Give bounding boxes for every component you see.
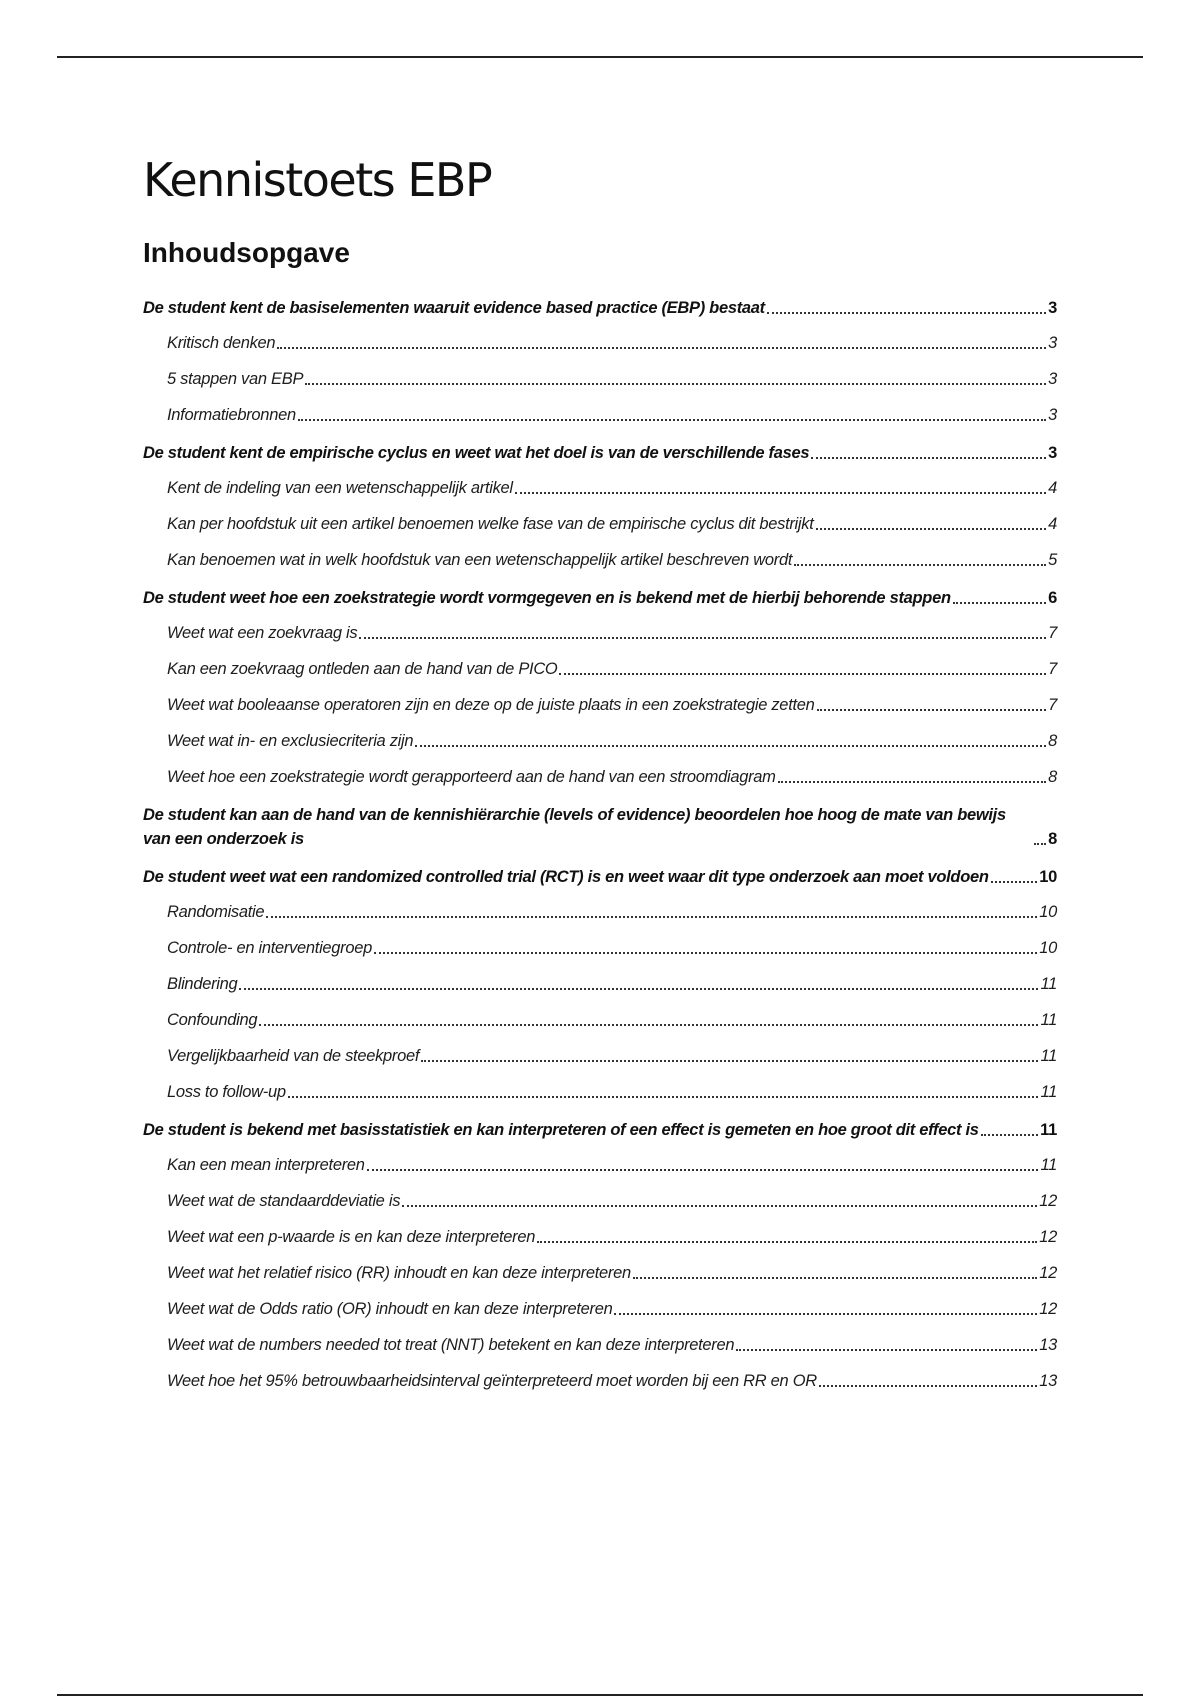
dot-leader — [736, 1349, 1037, 1351]
toc-entry-subsection[interactable] — [143, 1297, 1057, 1321]
dot-leader — [421, 1060, 1038, 1062]
toc-entry-subsection[interactable] — [143, 1008, 1057, 1032]
dot-leader — [1034, 843, 1046, 845]
toc-entry-title: Controle- en interventiegroep — [167, 939, 373, 957]
toc-entry-title: De student kent de basiselementen waaruit evidence based practice (EBP) bestaat — [143, 299, 765, 317]
toc-page-number: 4 — [1048, 515, 1057, 533]
dot-leader — [374, 952, 1037, 954]
toc-entry-subsection[interactable] — [143, 936, 1057, 960]
toc-page-number: 8 — [1048, 768, 1057, 786]
toc-entry-title: De student weet hoe een zoekstrategie wordt vormgegeven en is bekend met de hierbij behorende stappen — [143, 589, 951, 607]
toc-entry-title: Kan een mean interpreteren — [167, 1156, 365, 1174]
toc-entry-section[interactable] — [143, 1118, 1057, 1142]
toc-entry-title: 5 stappen van EBP — [167, 370, 304, 388]
dot-leader — [305, 383, 1046, 385]
toc-entry-subsection[interactable] — [143, 1261, 1057, 1285]
dot-leader — [288, 1096, 1039, 1098]
toc-entry-title: Kan een zoekvraag ontleden aan de hand van de PICO — [167, 660, 558, 678]
toc-entry-subsection[interactable] — [143, 1333, 1057, 1357]
dot-leader — [953, 602, 1046, 604]
toc-page-number: 10 — [1039, 903, 1057, 921]
toc-page-number: 8 — [1048, 732, 1057, 750]
toc-entry-title: De student kent de empirische cyclus en weet wat het doel is van de verschillende fases — [143, 444, 810, 462]
toc-entry-subsection[interactable] — [143, 765, 1057, 789]
top-divider — [57, 56, 1143, 58]
toc-entry-subsection[interactable] — [143, 729, 1057, 753]
toc-entry-subsection[interactable] — [143, 1044, 1057, 1068]
dot-leader — [778, 781, 1047, 783]
dot-leader — [277, 347, 1046, 349]
toc-entry-subsection[interactable] — [143, 1080, 1057, 1104]
toc-entry-title: Weet wat de Odds ratio (OR) inhoudt en kan deze interpreteren — [167, 1300, 613, 1318]
toc-page-number: 6 — [1048, 589, 1057, 607]
dot-leader — [559, 673, 1046, 675]
toc-entry-title: De student weet wat een randomized controlled trial (RCT) is en weet waar dit type onderzoek aan moet voldoen — [143, 868, 989, 886]
toc-page-number: 11 — [1040, 1011, 1057, 1029]
page-content — [143, 150, 1057, 1407]
toc-page-number: 3 — [1048, 444, 1057, 462]
toc-page-number: 11 — [1040, 975, 1057, 993]
toc-entry-subsection[interactable] — [143, 693, 1057, 717]
toc-entry-subsection[interactable] — [143, 548, 1057, 572]
dot-leader — [515, 492, 1046, 494]
toc-entry-title: Weet wat de numbers needed tot treat (NNT) betekent en kan deze interpreteren — [167, 1336, 735, 1354]
toc-entry-title: Blindering — [167, 975, 238, 993]
toc-page-number: 13 — [1039, 1372, 1057, 1390]
document-title: Kennistoets EBP — [143, 153, 492, 207]
toc-page-number: 5 — [1048, 551, 1057, 569]
toc-entry-title: Weet hoe het 95% betrouwbaarheidsinterval geïnterpreteerd moet worden bij een RR en OR — [167, 1372, 817, 1390]
dot-leader — [991, 881, 1038, 883]
toc-entry-title: Loss to follow-up — [167, 1083, 286, 1101]
dot-leader — [816, 528, 1047, 530]
toc-page-number: 11 — [1040, 1083, 1057, 1101]
toc-entry-section[interactable] — [143, 865, 1057, 889]
toc-page-number: 12 — [1039, 1192, 1057, 1210]
toc-entry-title: Kan benoemen wat in welk hoofdstuk van een wetenschappelijk artikel beschreven wordt — [167, 551, 793, 569]
toc-page-number: 8 — [1048, 830, 1057, 848]
dot-leader — [819, 1385, 1037, 1387]
dot-leader — [402, 1205, 1037, 1207]
toc-page-number: 3 — [1048, 406, 1057, 424]
toc-entry-title: Weet wat in- en exclusiecriteria zijn — [167, 732, 414, 750]
toc-entry-title: Weet wat de standaarddeviatie is — [167, 1192, 401, 1210]
toc-entry-title: Randomisatie — [167, 903, 265, 921]
toc-section — [143, 296, 1057, 427]
toc-entry-title: Kent de indeling van een wetenschappelijk artikel — [167, 479, 513, 497]
dot-leader — [415, 745, 1046, 747]
toc-page-number: 7 — [1048, 624, 1057, 642]
toc-heading: Inhoudsopgave — [143, 237, 350, 268]
toc-page-number: 12 — [1039, 1300, 1057, 1318]
dot-leader — [367, 1169, 1039, 1171]
toc-entry-title: De student is bekend met basisstatistiek en kan interpreteren of een effect is gemeten en hoe groot dit effect is — [143, 1121, 979, 1139]
toc-entry-subsection[interactable] — [143, 331, 1057, 355]
toc-page-number: 3 — [1048, 334, 1057, 352]
toc-page-number: 12 — [1039, 1228, 1057, 1246]
toc-entry-subsection[interactable] — [143, 1153, 1057, 1177]
toc-entry-subsection[interactable] — [143, 367, 1057, 391]
toc-entry-title: Weet wat booleaanse operatoren zijn en deze op de juiste plaats in een zoekstrategie zetten — [167, 696, 815, 714]
toc-entry-title: Weet wat een p-waarde is en kan deze interpreteren — [167, 1228, 536, 1246]
dot-leader — [981, 1134, 1039, 1136]
toc-entry-title: Weet wat het relatief risico (RR) inhoudt en kan deze interpreteren — [167, 1264, 631, 1282]
toc-section — [143, 865, 1057, 1104]
dot-leader — [633, 1277, 1037, 1279]
toc-page-number: 11 — [1040, 1047, 1057, 1065]
dot-leader — [298, 419, 1046, 421]
dot-leader — [259, 1024, 1038, 1026]
toc-page-number: 11 — [1040, 1121, 1057, 1139]
table-of-contents — [143, 296, 1057, 1393]
toc-entry-subsection[interactable] — [143, 900, 1057, 924]
toc-page-number: 3 — [1048, 370, 1057, 388]
dot-leader — [794, 564, 1046, 566]
toc-entry-subsection[interactable] — [143, 476, 1057, 500]
toc-entry-title: De student kan aan de hand van de kennishiërarchie (levels of evidence) beoordelen hoe hoog de mate van bewijs van een onderzoek is — [143, 806, 1006, 848]
toc-section — [143, 803, 1057, 851]
toc-page-number: 4 — [1048, 479, 1057, 497]
toc-entry-title: Informatiebronnen — [167, 406, 296, 424]
toc-entry-title: Confounding — [167, 1011, 258, 1029]
toc-page-number: 7 — [1048, 660, 1057, 678]
bottom-divider — [57, 1694, 1143, 1696]
dot-leader — [767, 312, 1046, 314]
toc-entry-subsection[interactable] — [143, 1225, 1057, 1249]
dot-leader — [614, 1313, 1037, 1315]
toc-entry-subsection[interactable] — [143, 972, 1057, 996]
dot-leader — [359, 637, 1046, 639]
toc-page-number: 10 — [1039, 939, 1057, 957]
toc-page-number: 13 — [1039, 1336, 1057, 1354]
toc-entry-subsection[interactable] — [143, 657, 1057, 681]
toc-entry-section[interactable] — [143, 803, 1057, 851]
toc-section — [143, 1118, 1057, 1393]
toc-page-number: 10 — [1039, 868, 1057, 886]
dot-leader — [537, 1241, 1037, 1243]
toc-entry-subsection[interactable] — [143, 1189, 1057, 1213]
toc-entry-title: Vergelijkbaarheid van de steekproef — [167, 1047, 420, 1065]
toc-entry-section[interactable] — [143, 586, 1057, 610]
toc-entry-subsection[interactable] — [143, 621, 1057, 645]
toc-entry-title: Weet wat een zoekvraag is — [167, 624, 358, 642]
toc-page-number: 11 — [1040, 1156, 1057, 1174]
toc-entry-section[interactable] — [143, 296, 1057, 320]
toc-page-number: 7 — [1048, 696, 1057, 714]
toc-section — [143, 586, 1057, 789]
dot-leader — [811, 457, 1046, 459]
toc-section — [143, 441, 1057, 572]
toc-page-number: 3 — [1048, 299, 1057, 317]
toc-entry-title: Kritisch denken — [167, 334, 276, 352]
toc-entry-subsection[interactable] — [143, 403, 1057, 427]
dot-leader — [239, 988, 1038, 990]
toc-entry-subsection[interactable] — [143, 1369, 1057, 1393]
toc-page-number: 12 — [1039, 1264, 1057, 1282]
toc-entry-title: Kan per hoofdstuk uit een artikel benoemen welke fase van de empirische cyclus dit bestrijkt — [167, 515, 814, 533]
toc-entry-title: Weet hoe een zoekstrategie wordt gerapporteerd aan de hand van een stroomdiagram — [167, 768, 776, 786]
toc-entry-subsection[interactable] — [143, 512, 1057, 536]
toc-entry-section[interactable] — [143, 441, 1057, 465]
dot-leader — [266, 916, 1037, 918]
dot-leader — [817, 709, 1047, 711]
